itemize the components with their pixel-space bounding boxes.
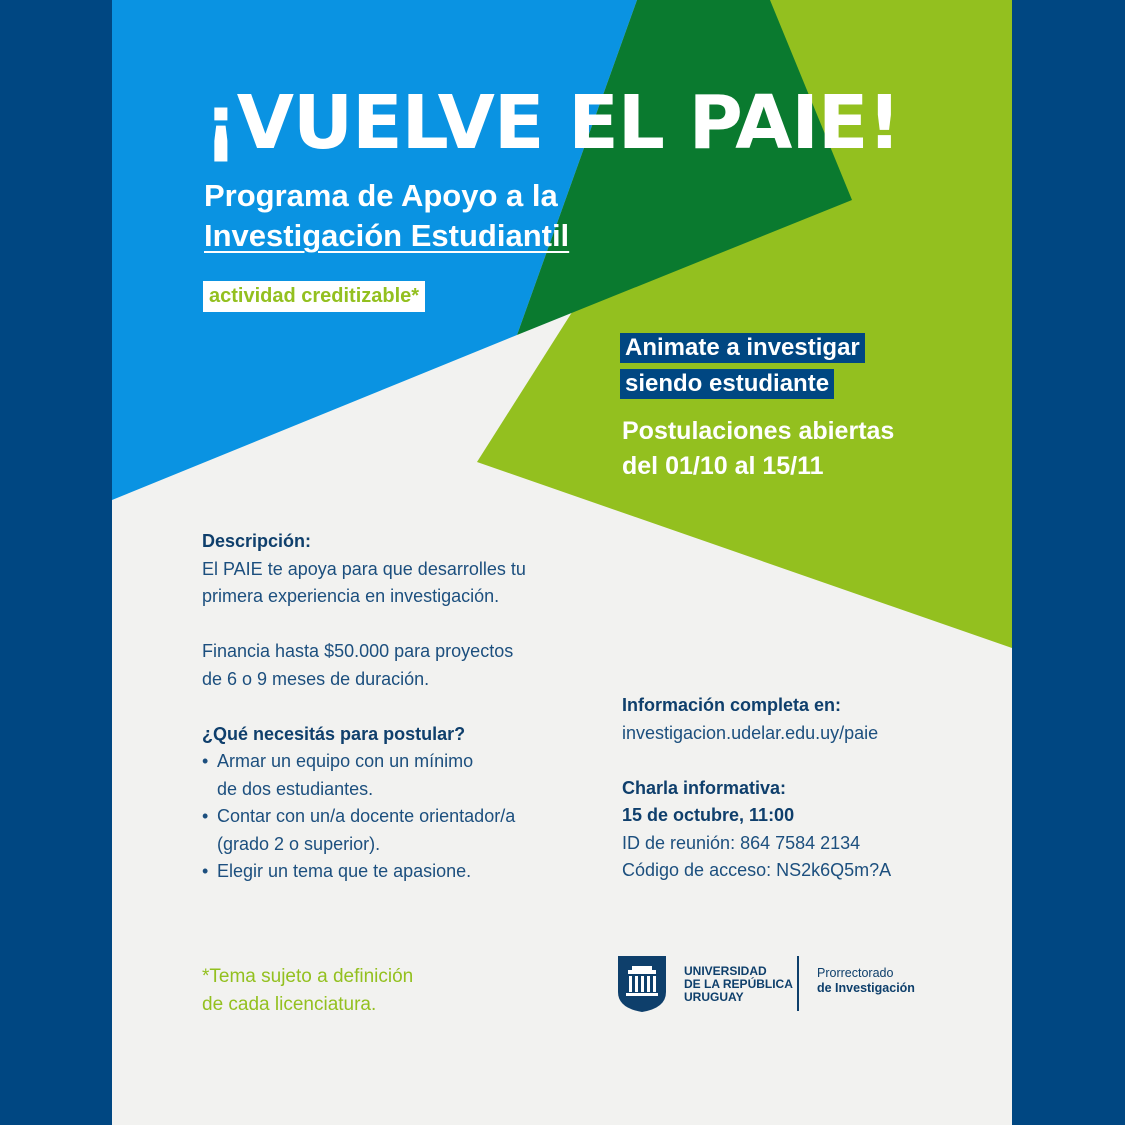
prorrectorado-line-2: de Investigación: [817, 981, 915, 995]
applications-open-line-1: Postulaciones abiertas: [622, 417, 895, 445]
list-item: [202, 858, 526, 886]
highlight-line-2: siendo estudiante: [620, 369, 834, 399]
university-name-line-1: UNIVERSIDAD: [684, 964, 767, 978]
footnote: [202, 963, 413, 1019]
university-building-icon: [618, 956, 666, 1012]
charla-heading: Charla informativa:: [622, 777, 787, 798]
list-item: [202, 803, 526, 858]
requirements-heading: ¿Qué necesitás para postular?: [202, 723, 466, 744]
description-p1-line-1: El PAIE te apoya para que desarrolles tu: [202, 558, 526, 579]
university-name-line-2: DE LA REPÚBLICA: [684, 977, 793, 991]
info-heading: Información completa en:: [622, 695, 842, 715]
university-name: [684, 965, 793, 1004]
requirement-2-line-1: • Contar con un/a docente orientador/a: [217, 806, 516, 826]
footnote-line-2: de cada licenciatura.: [202, 994, 377, 1015]
info-url-link[interactable]: investigacion.udelar.edu.uy/paie: [622, 722, 879, 743]
requirement-1-line-2: de dos estudiantes.: [217, 778, 374, 799]
page-title: ¡VUELVE EL PAIE!: [204, 80, 901, 166]
description-p1-line-2: primera experiencia en investigación.: [202, 586, 500, 606]
description-block: [202, 528, 526, 886]
subtitle-line-1: Programa de Apoyo a la: [204, 178, 558, 213]
access-code: Código de acceso: NS2k6Q5m?A: [622, 860, 892, 880]
highlight-line-1: Animate a investigar: [620, 333, 865, 363]
poster: [112, 0, 1012, 1125]
meeting-id: ID de reunión: 864 7584 2134: [622, 832, 861, 853]
requirement-3-line-1: • Elegir un tema que te apasione.: [217, 861, 472, 881]
logo-divider: [797, 956, 799, 1011]
prorrectorado: [817, 966, 915, 996]
description-p2-line-1: Financia hasta $50.000 para proyectos: [202, 641, 514, 661]
prorrectorado-line-1: Prorrectorado: [817, 966, 894, 980]
list-item: [202, 748, 526, 803]
university-name-line-3: URUGUAY: [684, 990, 744, 1004]
requirements-list: [202, 748, 526, 886]
description-heading: Descripción:: [202, 531, 312, 551]
requirement-1-line-1: • Armar un equipo con un mínimo: [217, 751, 474, 771]
info-block: [622, 692, 891, 885]
description-p2-line-2: de 6 o 9 meses de duración.: [202, 668, 430, 689]
charla-date: 15 de octubre, 11:00: [622, 805, 795, 825]
creditizable-badge: actividad creditizable*: [203, 281, 425, 312]
requirement-2-line-2: (grado 2 o superior).: [217, 833, 381, 854]
footnote-line-1: *Tema sujeto a definición: [202, 966, 414, 987]
applications-open-line-2: del 01/10 al 15/11: [622, 452, 824, 480]
subtitle-line-2: Investigación Estudiantil: [204, 218, 570, 253]
